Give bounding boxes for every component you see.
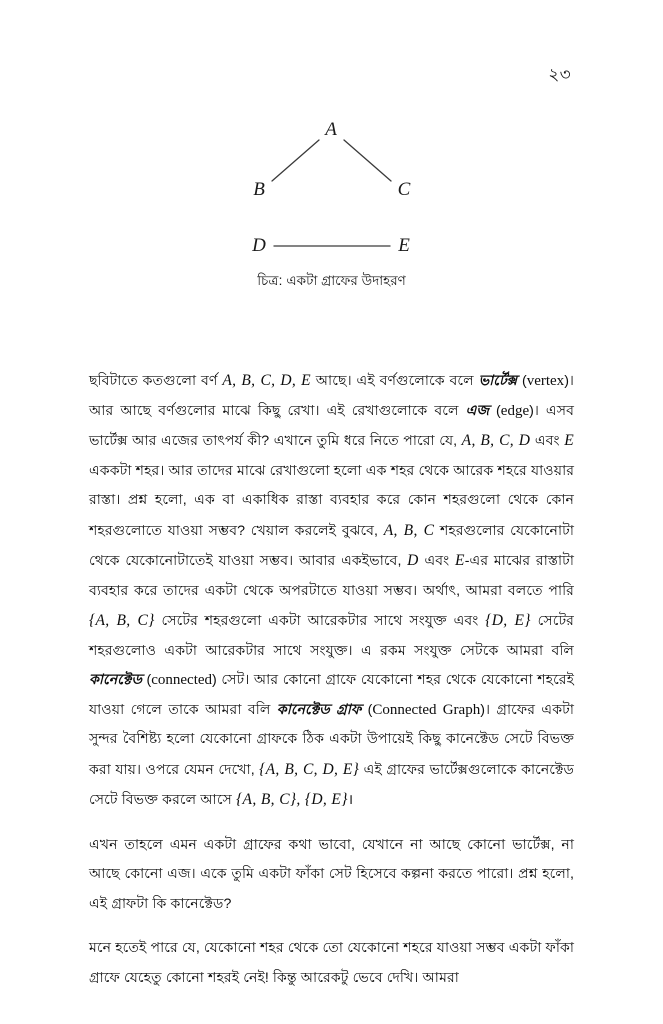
graph-node-d: D xyxy=(252,235,266,256)
latin-term: edge xyxy=(500,402,530,419)
key-term: এজ xyxy=(465,402,490,419)
graph-node-c: C xyxy=(397,179,411,200)
paragraph: মনে হতেই পারে যে, যেকোনো শহর থেকে তো যেকোনো শহরে যাওয়া সম্ভব একটা ফাঁকা গ্রাফে যেহেতু কোনো শহরই নেই! কিন্তু আরেকটু ভেবে দেখি। আমরা xyxy=(89,940,574,986)
latin-term: vertex xyxy=(526,373,565,389)
math-symbol: {A, B, C} xyxy=(89,612,155,629)
page-number: ২৩ xyxy=(548,65,571,84)
figure-caption xyxy=(0,270,663,293)
graph-node-a: A xyxy=(325,119,337,140)
math-symbol: A, B, C, D, E xyxy=(222,372,311,389)
graph-edge-a-b xyxy=(272,140,319,181)
graph-node-e: E xyxy=(398,235,410,256)
paragraph: ছবিটাতে কতগুলো বর্ণ A, B, C, D, E আছে। এই বর্ণগুলোকে বলে ভার্টেক্স (vertex)। আর আছে বর্ণগুলোর মাঝে কিছু রেখা। এই রেখাগুলোকে বলে এজ (edge)। এসব ভার্টেক্স আর এজের তাৎপর্য কী? এখানে তুমি ধরে নিতে পারো যে, A, B, C, D এবং E এককটা শহর। আর তাদের মাঝে রেখাগুলো হলো এক শহর থেকে আরেক শহরে যাওয়ার রাস্তা। প্রশ্ন হলো, এক বা একাধিক রাস্তা ব্যবহার করে কোন শহরগুলো থেকে কোন শহরগুলোতে যাওয়া সম্ভব? খেয়াল করলেই বুঝবে, A, B, C শহরগুলোর যেকোনোটা থেকে যেকোনোটাতেই যাওয়া সম্ভব। আবার একইভাবে, D এবং E-এর মাঝের রাস্তাটা ব্যবহার করে তাদের একটা থেকে অপরটাতে যাওয়া সম্ভব। অর্থাৎ, আমরা বলতে পারি {A, B, C} সেটের শহরগুলো একটা আরেকটার সাথে সংযুক্ত এবং {D, E} সেটের শহরগুলোও একটা আরেকটার সাথে সংযুক্ত। এ রকম সংযুক্ত সেটকে আমরা বলি কানেক্টেড (connected) সেট। আর কোনো গ্রাফে যেকোনো শহর থেকে যেকোনো শহরেই যাওয়া গেলে তাকে আমরা বলি কানেক্টেড গ্রাফ (Connected Graph)। গ্রাফের একটা সুন্দর বৈশিষ্ট্য হলো যেকোনো গ্রাফকে ঠিক একটা উপায়েই কিছু কানেক্টেড সেটে বিভক্ত করা যায়। ওপরে যেমন দেখো, {A, B, C, D, E} এই গ্রাফের ভার্টেক্সগুলোকে কানেক্টেড সেটে বিভক্ত করলে আসে {A, B, C}, {D, E}। xyxy=(89,372,574,808)
graph-node-b: B xyxy=(253,179,265,200)
key-term: কানেক্টেড xyxy=(89,672,142,688)
math-symbol: {A, B, C, D, E} xyxy=(259,760,360,778)
math-symbol: A, B, C xyxy=(383,521,435,539)
math-symbol: {D, E} xyxy=(485,612,531,629)
key-term: কানেক্টেড গ্রাফ xyxy=(276,701,362,718)
paragraph: এখন তাহলে এমন একটা গ্রাফের কথা ভাবো, যেখানে না আছে কোনো ভার্টেক্স, না আছে কোনো এজ। একে তুমি একটা ফাঁকা সেট হিসেবে কল্পনা করতে পারো। প্রশ্ন হলো, এই গ্রাফটা কি কানেক্টেড? xyxy=(89,836,574,912)
math-symbol: E xyxy=(455,552,465,569)
math-symbol: A, B, C, D xyxy=(461,432,531,449)
math-symbol: {A, B, C}, {D, E} xyxy=(236,791,348,808)
graph-diagram-canvas xyxy=(0,104,663,264)
figure-caption-text: একটা গ্রাফের উদাহরণ xyxy=(286,273,406,288)
graph-figure xyxy=(0,104,663,293)
math-symbol: E xyxy=(564,432,574,449)
graph-edge-a-c xyxy=(344,140,391,181)
body-text xyxy=(89,366,574,993)
figure-caption-prefix: চিত্র: xyxy=(257,273,283,288)
latin-term: connected xyxy=(151,672,213,688)
math-symbol: D xyxy=(407,552,419,569)
latin-term: Connected Graph xyxy=(372,701,481,718)
key-term: ভার্টেক্স xyxy=(478,373,518,389)
